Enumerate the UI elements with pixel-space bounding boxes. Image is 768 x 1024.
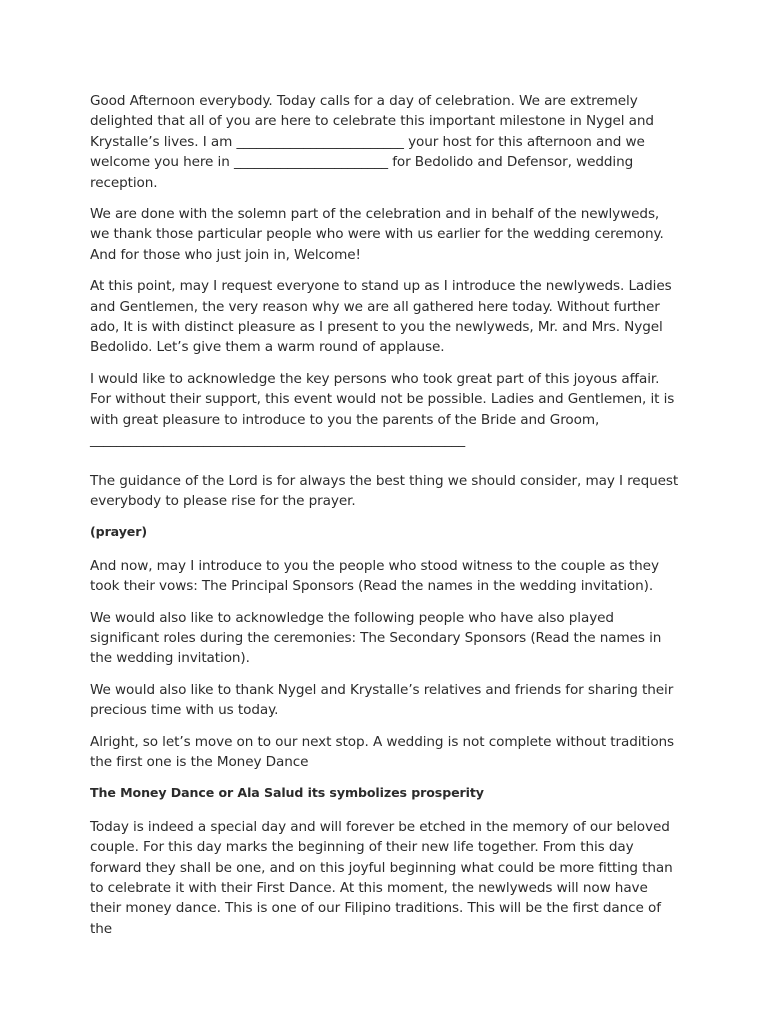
document-page [90, 91, 680, 950]
solemn-part-paragraph: We are done with the solemn part of the celebration and in behalf of the newlyweds, we thank those particular people who were with us earlier for the wedding ceremony. And for those who just join in, Welcome! [90, 206, 664, 263]
introduce-newlyweds-paragraph: At this point, may I request everyone to stand up as I introduce the newlyweds. Ladies and Gentlemen, the very reason why we are all gathered here today. Without further ado, It is with distinct pleasure as I present to you the newlyweds, Mr. and Mrs. Nygel Bedolido. Let’s give them a warm round of applause. [90, 278, 672, 356]
welcome-paragraph: Good Afternoon everybody. Today calls for a day of celebration. We are extremely delighted that all of you are here to celebrate this important milestone in Nygel and Krystalle’s lives. I am _________________________ your host for this afternoon and we welcome you here in _______________________ for Bedolido and Defensor, wedding reception. [90, 93, 654, 191]
first-dance-paragraph: Today is indeed a special day and will forever be etched in the memory of our beloved couple. For this day marks the beginning of their new life together. From this day forward they shall be one, and on this joyful beginning what could be more fitting than to celebrate it with their First Dance. At this moment, the newlyweds will now have their money dance. This is one of our Filipino traditions. This will be the first dance of the [90, 818, 673, 937]
money-dance-intro-paragraph: Alright, so let’s move on to our next stop. A wedding is not complete without traditions the first one is the Money Dance [90, 733, 675, 770]
acknowledge-parents-paragraph: I would like to acknowledge the key persons who took great part of this joyous affair. For without their support, this event would not be possible. Ladies and Gentlemen, it is with great pleasure to introduce to you the parents of the Bride and Groom, ________________________________________________________ [90, 370, 675, 449]
prayer-request-paragraph: The guidance of the Lord is for always the best thing we should consider, may I request everybody to please rise for the prayer. [90, 472, 679, 509]
secondary-sponsors-paragraph: We would also like to acknowledge the following people who have also played significant roles during the ceremonies: The Secondary Sponsors (Read the names in the wedding invitation). [90, 609, 662, 667]
money-dance-heading: The Money Dance or Ala Salud its symbolizes prosperity [90, 785, 484, 801]
principal-sponsors-paragraph: And now, may I introduce to you the people who stood witness to the couple as they took their vows: The Principal Sponsors (Read the names in the wedding invitation). [90, 557, 659, 595]
prayer-heading: (prayer) [90, 524, 148, 540]
thank-relatives-paragraph: We would also like to thank Nygel and Krystalle’s relatives and friends for sharing their precious time with us today. [90, 681, 674, 719]
